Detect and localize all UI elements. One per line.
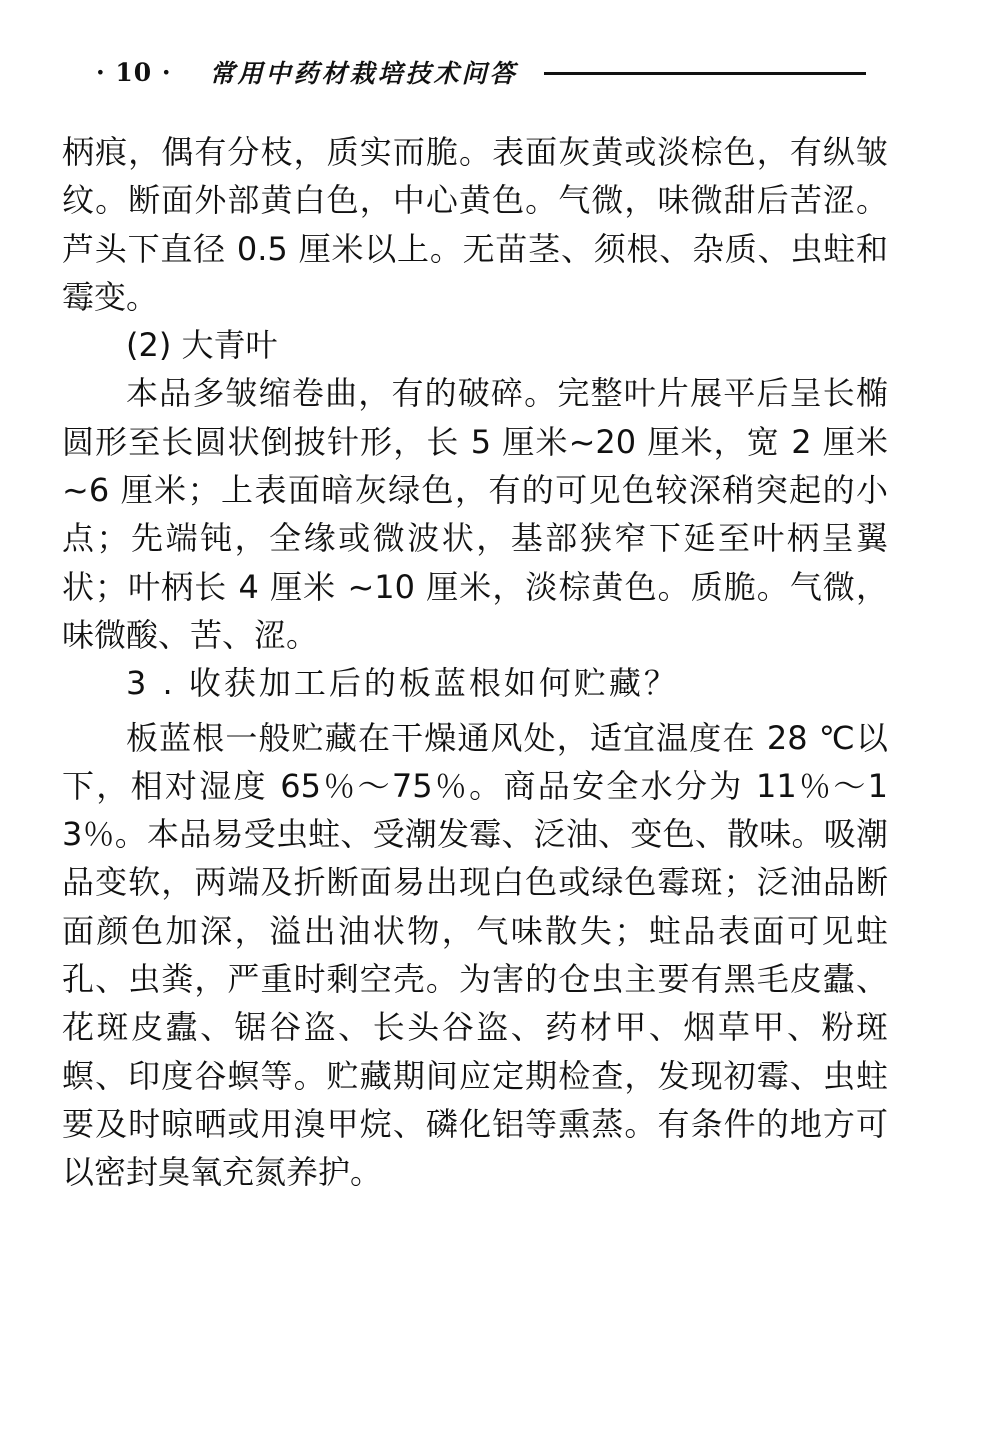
body-text (62, 128, 888, 1197)
running-header (96, 52, 866, 92)
paragraph-daqingye: 本品多皱缩卷曲，有的破碎。完整叶片展平后呈长椭圆形至长圆状倒披针形，长 5 厘米~20 厘米，宽 2 厘米 ~6 厘米；上表面暗灰绿色，有的可见色较深稍突起的小点；先端钝，全缘或微波状，基部狭窄下延至叶柄呈翼状；叶柄长 4 厘米 ~10 厘米，淡棕黄色。质脆。气微，味微酸、苦、涩。 (62, 374, 888, 654)
paragraph-continued: 柄痕，偶有分枝，质实而脆。表面灰黄或淡棕色，有纵皱纹。断面外部黄白色，中心黄色。气微，味微甜后苦涩。芦头下直径 0.5 厘米以上。无苗茎、须根、杂质、虫蛀和霉变。 (62, 133, 888, 316)
header-rule (544, 72, 866, 75)
question-heading: 3 . 收获加工后的板蓝根如何贮藏？ (126, 664, 679, 703)
book-title: 常用中药材栽培技术问答 (209, 59, 518, 88)
page-number: · 10 · (96, 57, 172, 87)
paragraph-storage: 板蓝根一般贮藏在干燥通风处，适宜温度在 28 ℃以下，相对湿度 65％～75％。商品安全水分为 11％～13％。本品易受虫蛀、受潮发霉、泛油、变色、散味。吸潮品变软，两端及折断面易出现白色或绿色霉斑；泛油品断面颜色加深，溢出油状物，气味散失；蛀品表面可见蛀孔、虫粪，严重时剩空壳。为害的仓虫主要有黑毛皮蠹、花斑皮蠹、锯谷盗、长头谷盗、药材甲、烟草甲、粉斑螟、印度谷螟等。贮藏期间应定期检查，发现初霉、虫蛀要及时晾晒或用溴甲烷、磷化铝等熏蒸。有条件的地方可以密封臭氧充氮养护。 (62, 718, 888, 1192)
subheading-daqingye: (2) 大青叶 (126, 326, 278, 365)
